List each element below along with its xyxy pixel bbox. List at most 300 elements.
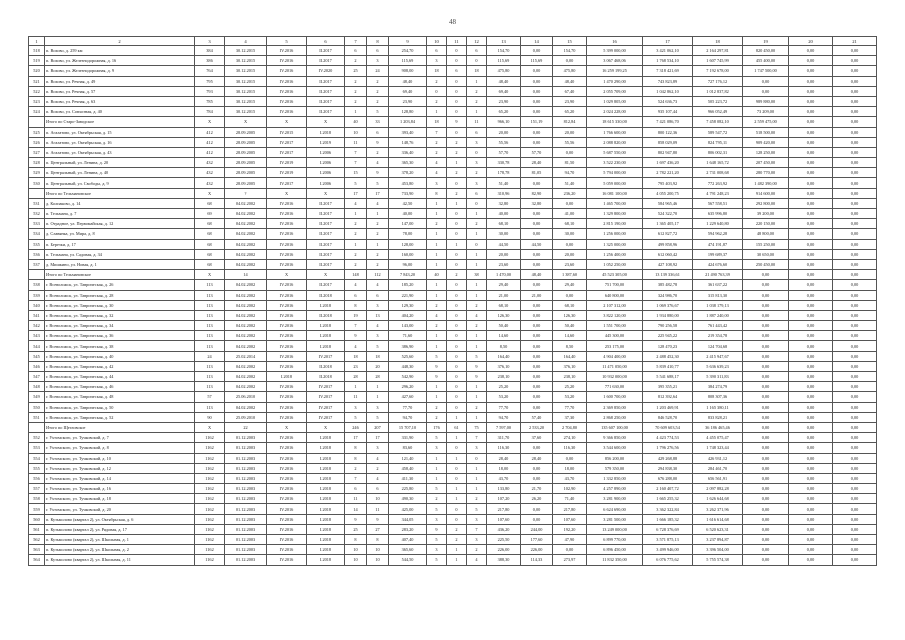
table-cell: II.2017 bbox=[307, 259, 345, 269]
table-cell: 10 bbox=[367, 545, 389, 555]
table-cell: 30.12.2015 bbox=[225, 107, 267, 117]
table-cell: 5 399 000,00 bbox=[587, 46, 643, 56]
table-cell: 154,70 bbox=[487, 46, 521, 56]
table-cell: 1 766 600,00 bbox=[587, 127, 643, 137]
table-cell: 0 bbox=[447, 249, 467, 259]
table-cell: 13 bbox=[367, 310, 389, 320]
table-cell: 0,00 bbox=[833, 443, 877, 453]
table-cell: 0,00 bbox=[521, 96, 553, 106]
table-cell: 2 559 475,00 bbox=[743, 117, 789, 127]
table-cell: I.2018 bbox=[307, 463, 345, 473]
table-cell: 3 067 468,06 bbox=[587, 56, 643, 66]
address-cell: п. Агалатово, ул. Октябрьская, д. 16 bbox=[45, 137, 195, 147]
table-cell: 579 350,00 bbox=[587, 463, 643, 473]
table-cell: 25,20 bbox=[487, 382, 521, 392]
table-cell: 0,00 bbox=[789, 96, 833, 106]
table-cell: 0 bbox=[447, 372, 467, 382]
column-number: 19 bbox=[743, 37, 789, 46]
table-cell: 9 bbox=[345, 514, 367, 524]
table-cell: I.2018 bbox=[307, 524, 345, 534]
table-cell: 0,00 bbox=[833, 392, 877, 402]
table-cell: 01.12.2003 bbox=[225, 453, 267, 463]
table-row bbox=[29, 219, 877, 229]
table-cell: 53,20 bbox=[487, 392, 521, 402]
table-cell: 113 bbox=[195, 402, 225, 412]
address-cell: д. Колпаково, д. 14 bbox=[45, 198, 195, 208]
table-cell: IV.2016 bbox=[267, 535, 307, 545]
table-cell: 5 390 311,83 bbox=[693, 372, 743, 382]
table-cell: 7 bbox=[345, 473, 367, 483]
table-cell: 1 bbox=[367, 239, 389, 249]
table-cell: 1162 bbox=[195, 473, 225, 483]
table-cell: 0,00 bbox=[833, 341, 877, 351]
table-row bbox=[29, 290, 877, 300]
table-cell: 0,00 bbox=[789, 219, 833, 229]
table-cell: 113 bbox=[195, 361, 225, 371]
table-cell: 0,00 bbox=[833, 249, 877, 259]
table-cell: 1162 bbox=[195, 535, 225, 545]
table-cell: 1 482 390,00 bbox=[743, 178, 789, 188]
table-cell: 0,00 bbox=[833, 402, 877, 412]
table-row bbox=[29, 137, 877, 147]
table-cell: 0 bbox=[447, 402, 467, 412]
table-cell: 3 362 322,84 bbox=[643, 504, 693, 514]
table-cell: IV.2016 bbox=[267, 249, 307, 259]
table-cell: 676 288,00 bbox=[643, 473, 693, 483]
table-cell: 28,40 bbox=[521, 453, 553, 463]
table-cell: 6 bbox=[367, 127, 389, 137]
table-cell: 116,30 bbox=[553, 443, 587, 453]
table-cell: 6 bbox=[467, 188, 487, 198]
table-cell: 3 bbox=[427, 56, 447, 66]
table-cell: 10 bbox=[345, 545, 367, 555]
table-cell: 3 bbox=[367, 56, 389, 66]
table-cell: 113 bbox=[195, 310, 225, 320]
table-cell: 0 bbox=[427, 86, 447, 96]
table-cell: 361 637,22 bbox=[693, 280, 743, 290]
table-cell: 0,00 bbox=[789, 402, 833, 412]
table-cell: 30 650,00 bbox=[743, 249, 789, 259]
table-row bbox=[29, 484, 877, 494]
address-cell: г. Всеволожск, ул. Таврическая, д. 34 bbox=[45, 321, 195, 331]
table-cell: 0,00 bbox=[789, 198, 833, 208]
address-cell: п. Вохово, ул. Железнодорожная, д. 16 bbox=[45, 56, 195, 66]
table-cell: 0,00 bbox=[789, 443, 833, 453]
table-cell: 107,20 bbox=[487, 494, 521, 504]
table-cell: 226,00 bbox=[521, 545, 553, 555]
table-cell: 1 796 276,56 bbox=[643, 443, 693, 453]
table-row bbox=[29, 473, 877, 483]
table-cell: X bbox=[195, 188, 225, 198]
table-cell: I.2018 bbox=[307, 443, 345, 453]
table-cell: 537 bbox=[29, 259, 45, 269]
table-cell: 30.12.2015 bbox=[225, 66, 267, 76]
table-cell: 39 200,00 bbox=[743, 209, 789, 219]
table-cell: 68,10 bbox=[553, 219, 587, 229]
table-cell: 612 060,42 bbox=[643, 249, 693, 259]
address-cell: г. Ухтомского, ул. Тучковский, д. 18 bbox=[45, 494, 195, 504]
table-cell: 1162 bbox=[195, 494, 225, 504]
table-cell: 429 268,88 bbox=[643, 453, 693, 463]
table-cell: 4 bbox=[345, 341, 367, 351]
table-cell: 0 bbox=[447, 463, 467, 473]
table-cell: IV.2016 bbox=[267, 107, 307, 117]
table-row bbox=[29, 361, 877, 371]
table-cell: 27 bbox=[367, 524, 389, 534]
table-cell: 77,70 bbox=[389, 402, 427, 412]
table-cell: 238,10 bbox=[553, 372, 587, 382]
table-cell: 475,80 bbox=[553, 66, 587, 76]
address-cell: п. Березки, д. 17 bbox=[45, 239, 195, 249]
table-cell: 2 bbox=[345, 76, 367, 86]
table-cell: 743 823,89 bbox=[643, 76, 693, 86]
table-cell: 0 bbox=[447, 56, 467, 66]
table-cell: 57,70 bbox=[521, 147, 553, 157]
table-cell: 0,00 bbox=[789, 259, 833, 269]
table-cell: 0,00 bbox=[833, 168, 877, 178]
table-cell: 2 bbox=[427, 96, 447, 106]
address-cell: г. Ухтомского, ул. Тучковский, д. 12 bbox=[45, 463, 195, 473]
table-cell: 68 bbox=[195, 249, 225, 259]
table-cell: 0 bbox=[447, 107, 467, 117]
table-cell: 1 bbox=[345, 209, 367, 219]
table-cell: 23,90 bbox=[389, 96, 427, 106]
table-cell: I.2018 bbox=[307, 504, 345, 514]
table-cell: 3 522 230,00 bbox=[587, 158, 643, 168]
table-cell: 2 bbox=[367, 147, 389, 157]
table-cell: 0,00 bbox=[833, 239, 877, 249]
table-cell: 8 bbox=[427, 188, 447, 198]
table-cell: IV.2016 bbox=[267, 433, 307, 443]
table-cell: 1 bbox=[447, 158, 467, 168]
column-number: 9 bbox=[389, 37, 427, 46]
table-cell: 0 bbox=[447, 86, 467, 96]
table-cell: 0,00 bbox=[521, 382, 553, 392]
table-cell: 1 bbox=[447, 453, 467, 463]
table-cell: 176 bbox=[427, 422, 447, 432]
table-cell: 407,40 bbox=[389, 535, 427, 545]
table-cell: 68,10 bbox=[553, 300, 587, 310]
table-cell: 425,00 bbox=[389, 504, 427, 514]
page-number: 48 bbox=[449, 18, 456, 26]
table-cell: 0,00 bbox=[743, 310, 789, 320]
table-cell: 254,70 bbox=[389, 46, 427, 56]
table-cell: 0,00 bbox=[833, 209, 877, 219]
table-cell: 0,00 bbox=[743, 351, 789, 361]
table-cell: 0,00 bbox=[833, 412, 877, 422]
address-cell: п. Центральный, ул. Ленина, д. 40 bbox=[45, 168, 195, 178]
column-number: 16 bbox=[587, 37, 643, 46]
table-cell: 656 561,91 bbox=[693, 473, 743, 483]
table-row bbox=[29, 351, 877, 361]
table-cell: 04.02.2002 bbox=[225, 382, 267, 392]
table-cell: 1 bbox=[467, 463, 487, 473]
table-cell: 784 bbox=[195, 107, 225, 117]
table-cell: IV.2016 bbox=[267, 229, 307, 239]
table-cell: ? bbox=[225, 188, 267, 198]
table-cell: 1 bbox=[427, 463, 447, 473]
table-cell: 524 322,70 bbox=[643, 209, 693, 219]
table-cell: 445 300,00 bbox=[587, 331, 643, 341]
table-cell: 0,00 bbox=[833, 46, 877, 56]
table-cell: 820 450,00 bbox=[743, 46, 789, 56]
column-number: 18 bbox=[693, 37, 743, 46]
table-cell: 548 bbox=[29, 382, 45, 392]
table-cell: IV.2016 bbox=[267, 239, 307, 249]
table-cell: 555 bbox=[29, 463, 45, 473]
table-cell: 25,20 bbox=[553, 382, 587, 392]
table-cell: 0,00 bbox=[789, 56, 833, 66]
table-cell: 21,00 bbox=[521, 290, 553, 300]
table-cell: 0,00 bbox=[789, 178, 833, 188]
table-cell: II.2017 bbox=[307, 209, 345, 219]
table-cell: 1 934 880,00 bbox=[643, 310, 693, 320]
table-cell: 94,70 bbox=[389, 412, 427, 422]
table-cell: 04.02.2002 bbox=[225, 259, 267, 269]
table-cell: 0 bbox=[447, 341, 467, 351]
table-cell: 0,00 bbox=[521, 361, 553, 371]
table-cell: 1 470 290,00 bbox=[587, 76, 643, 86]
table-cell: 6 bbox=[467, 127, 487, 137]
table-cell: 0,00 bbox=[521, 392, 553, 402]
table-cell: 10 bbox=[345, 127, 367, 137]
table-cell: 808 307,36 bbox=[693, 392, 743, 402]
table-cell: 560 bbox=[29, 514, 45, 524]
table-cell: 68 bbox=[195, 259, 225, 269]
table-cell: IV.2016 bbox=[267, 341, 307, 351]
table-cell: 55,56 bbox=[487, 137, 521, 147]
table-cell: IV.2016 bbox=[267, 463, 307, 473]
table-cell: IV.2016 bbox=[267, 96, 307, 106]
table-cell: 04.02.2002 bbox=[225, 361, 267, 371]
column-number: 17 bbox=[643, 37, 693, 46]
table-cell: 0,00 bbox=[833, 463, 877, 473]
table-cell: 1 697 436,20 bbox=[643, 158, 693, 168]
table-cell: 3 bbox=[467, 178, 487, 188]
table-cell: 533 bbox=[29, 219, 45, 229]
table-cell: I.2018 bbox=[307, 494, 345, 504]
table-cell: 0,00 bbox=[833, 147, 877, 157]
table-cell: 45 523 305,00 bbox=[587, 270, 643, 280]
table-cell: 0,00 bbox=[743, 331, 789, 341]
table-cell: 6 899 770,00 bbox=[587, 535, 643, 545]
table-cell: 0,00 bbox=[833, 188, 877, 198]
column-number: 5 bbox=[267, 37, 307, 46]
table-cell: 795 403,92 bbox=[643, 178, 693, 188]
table-cell: 51,40 bbox=[553, 178, 587, 188]
table-cell: 0,00 bbox=[743, 300, 789, 310]
table-cell: 0 bbox=[447, 361, 467, 371]
table-cell: 0,00 bbox=[743, 402, 789, 412]
table-cell: 2 bbox=[467, 494, 487, 504]
table-cell: 5 bbox=[427, 484, 447, 494]
table-cell: 526 bbox=[29, 137, 45, 147]
table-cell: 524 bbox=[29, 107, 45, 117]
table-cell: 5 755 574,38 bbox=[693, 555, 743, 565]
table-cell: 11 bbox=[467, 117, 487, 127]
table-cell: 1 bbox=[467, 341, 487, 351]
table-cell: 3 822 120,00 bbox=[587, 310, 643, 320]
table-cell: 0,00 bbox=[521, 372, 553, 382]
address-cell: п. Вохово, ул. Речная, д. 63 bbox=[45, 96, 195, 106]
table-row bbox=[29, 514, 877, 524]
table-cell: 0,00 bbox=[789, 229, 833, 239]
table-cell: IV.2016 bbox=[267, 382, 307, 392]
table-cell: 1 052 250,00 bbox=[587, 259, 643, 269]
table-cell: 1 600 700,00 bbox=[587, 392, 643, 402]
table-cell: 0,00 bbox=[743, 484, 789, 494]
table-cell: 563 bbox=[29, 545, 45, 555]
table-cell: 4 bbox=[367, 280, 389, 290]
table-cell: IV.2017 bbox=[267, 137, 307, 147]
table-cell: 18,00 bbox=[553, 463, 587, 473]
table-cell: IV.2016 bbox=[267, 86, 307, 96]
table-cell: 28.09.2005 bbox=[225, 137, 267, 147]
address-cell: г. Ухтомского, ул. Тучковский, д. 14 bbox=[45, 473, 195, 483]
table-cell: 220 150,00 bbox=[743, 219, 789, 229]
table-cell: 160,00 bbox=[389, 249, 427, 259]
table-cell: IV.2016 bbox=[267, 443, 307, 453]
table-cell: 3 396 504,00 bbox=[693, 545, 743, 555]
table-cell: 9 bbox=[345, 331, 367, 341]
table-cell: X bbox=[307, 270, 345, 280]
table-cell: 3 bbox=[467, 514, 487, 524]
table-cell: 0,00 bbox=[521, 107, 553, 117]
table-cell: 14,60 bbox=[553, 331, 587, 341]
table-cell: 3 421 062,10 bbox=[643, 46, 693, 56]
table-cell: 0 bbox=[447, 321, 467, 331]
table-cell: 0,00 bbox=[833, 504, 877, 514]
column-number: 6 bbox=[307, 37, 345, 46]
table-cell: 0,00 bbox=[553, 147, 587, 157]
table-cell: 388,30 bbox=[487, 555, 521, 565]
table-cell: 1162 bbox=[195, 453, 225, 463]
table-cell: 989 880,00 bbox=[743, 96, 789, 106]
table-cell: 19 bbox=[345, 310, 367, 320]
table-cell: 2 bbox=[345, 86, 367, 96]
table-cell: 0,00 bbox=[833, 300, 877, 310]
table-cell: 01.12.2003 bbox=[225, 514, 267, 524]
table-cell: 68,10 bbox=[487, 219, 521, 229]
column-number: 8 bbox=[367, 37, 389, 46]
table-cell: X bbox=[195, 270, 225, 280]
table-cell: 1 bbox=[447, 494, 467, 504]
table-row bbox=[29, 127, 877, 137]
table-cell: 0,00 bbox=[521, 76, 553, 86]
table-cell: I.2018 bbox=[307, 433, 345, 443]
table-cell: 3 237 894,87 bbox=[693, 535, 743, 545]
table-cell: 28,40 bbox=[521, 158, 553, 168]
table-cell: 04.02.2002 bbox=[225, 198, 267, 208]
table-cell: 5 059 000,00 bbox=[587, 178, 643, 188]
table-cell: 1 bbox=[467, 209, 487, 219]
table-cell: 0,00 bbox=[521, 86, 553, 96]
address-cell: г. Всеволожск, ул. Таврическая, д. 48 bbox=[45, 392, 195, 402]
table-cell: 3 262 371,96 bbox=[693, 504, 743, 514]
table-cell: 3 281 500,00 bbox=[587, 514, 643, 524]
table-cell: 1 bbox=[467, 259, 487, 269]
table-cell: 113 bbox=[195, 331, 225, 341]
table-cell: 0,00 bbox=[743, 280, 789, 290]
table-cell: IV.2017 bbox=[267, 147, 307, 157]
table-cell: 0,00 bbox=[789, 107, 833, 117]
table-cell: 1 748 323,44 bbox=[693, 443, 743, 453]
table-cell: 594 962,28 bbox=[693, 229, 743, 239]
table-cell: 250 450,00 bbox=[743, 259, 789, 269]
address-cell: г. Ухтомского, ул. Тучковский, д. 8 bbox=[45, 443, 195, 453]
table-cell: 0,00 bbox=[743, 514, 789, 524]
table-cell: 5 bbox=[345, 178, 367, 188]
table-row bbox=[29, 56, 877, 66]
table-cell: IV.2016 bbox=[267, 321, 307, 331]
table-cell: I.2018 bbox=[267, 372, 307, 382]
table-cell: 121,40 bbox=[389, 453, 427, 463]
table-cell: 1 203,84 bbox=[389, 117, 427, 127]
table-cell: 545 bbox=[29, 351, 45, 361]
table-cell: 2 bbox=[447, 147, 467, 157]
table-cell: 966,10 bbox=[487, 117, 521, 127]
address-cell: г. Всеволожск, ул. Таврическая, д. 28 bbox=[45, 290, 195, 300]
table-cell: 551 bbox=[29, 412, 45, 422]
table-cell: 0,00 bbox=[833, 127, 877, 137]
table-cell: 1 551 700,00 bbox=[587, 321, 643, 331]
table-cell: 914 600,00 bbox=[743, 188, 789, 198]
table-cell: 7 bbox=[345, 158, 367, 168]
table-cell: 1162 bbox=[195, 545, 225, 555]
table-cell: I.2018 bbox=[307, 331, 345, 341]
table-cell: 1 332 850,00 bbox=[587, 473, 643, 483]
table-cell: I.2006 bbox=[307, 168, 345, 178]
table-cell: 436,20 bbox=[487, 524, 521, 534]
table-cell: 432 bbox=[195, 178, 225, 188]
table-cell: 0 bbox=[467, 453, 487, 463]
table-cell: 1 bbox=[467, 473, 487, 483]
table-cell: 30.12.2015 bbox=[225, 76, 267, 86]
table-cell: 28,40 bbox=[487, 453, 521, 463]
table-cell: 2 bbox=[447, 137, 467, 147]
table-cell: 23,90 bbox=[553, 96, 587, 106]
column-number: 13 bbox=[487, 37, 521, 46]
table-cell: 378,20 bbox=[389, 168, 427, 178]
table-cell: IV.2016 bbox=[267, 555, 307, 565]
table-cell: 43,70 bbox=[487, 473, 521, 483]
table-cell: 83,60 bbox=[389, 443, 427, 453]
table-cell: 0,00 bbox=[789, 473, 833, 483]
table-cell: 800 122,36 bbox=[643, 127, 693, 137]
table-cell: 6 076 775,62 bbox=[643, 555, 693, 565]
table-cell: 68 bbox=[195, 229, 225, 239]
table-cell: 113 bbox=[195, 382, 225, 392]
table-cell: 0,00 bbox=[833, 555, 877, 565]
table-cell: 795 bbox=[195, 76, 225, 86]
table-cell: 4 257 890,00 bbox=[587, 484, 643, 494]
table-cell: 9 bbox=[427, 524, 447, 534]
table-cell: I.2018 bbox=[307, 545, 345, 555]
table-cell: 0,00 bbox=[833, 56, 877, 66]
table-cell: 04.02.2002 bbox=[225, 331, 267, 341]
table-cell: 2 bbox=[467, 402, 487, 412]
table-cell: 0 bbox=[467, 239, 487, 249]
table-cell: 107,60 bbox=[487, 514, 521, 524]
table-cell: 0,00 bbox=[521, 443, 553, 453]
table-cell: 0,00 bbox=[789, 412, 833, 422]
table-cell: 0 bbox=[447, 300, 467, 310]
subtotal-row bbox=[29, 188, 877, 198]
table-cell: 7 597,00 bbox=[487, 422, 521, 432]
table-cell: 1 042 862,10 bbox=[643, 86, 693, 96]
table-cell: 21,70 bbox=[521, 484, 553, 494]
table-cell: 2 bbox=[447, 270, 467, 280]
